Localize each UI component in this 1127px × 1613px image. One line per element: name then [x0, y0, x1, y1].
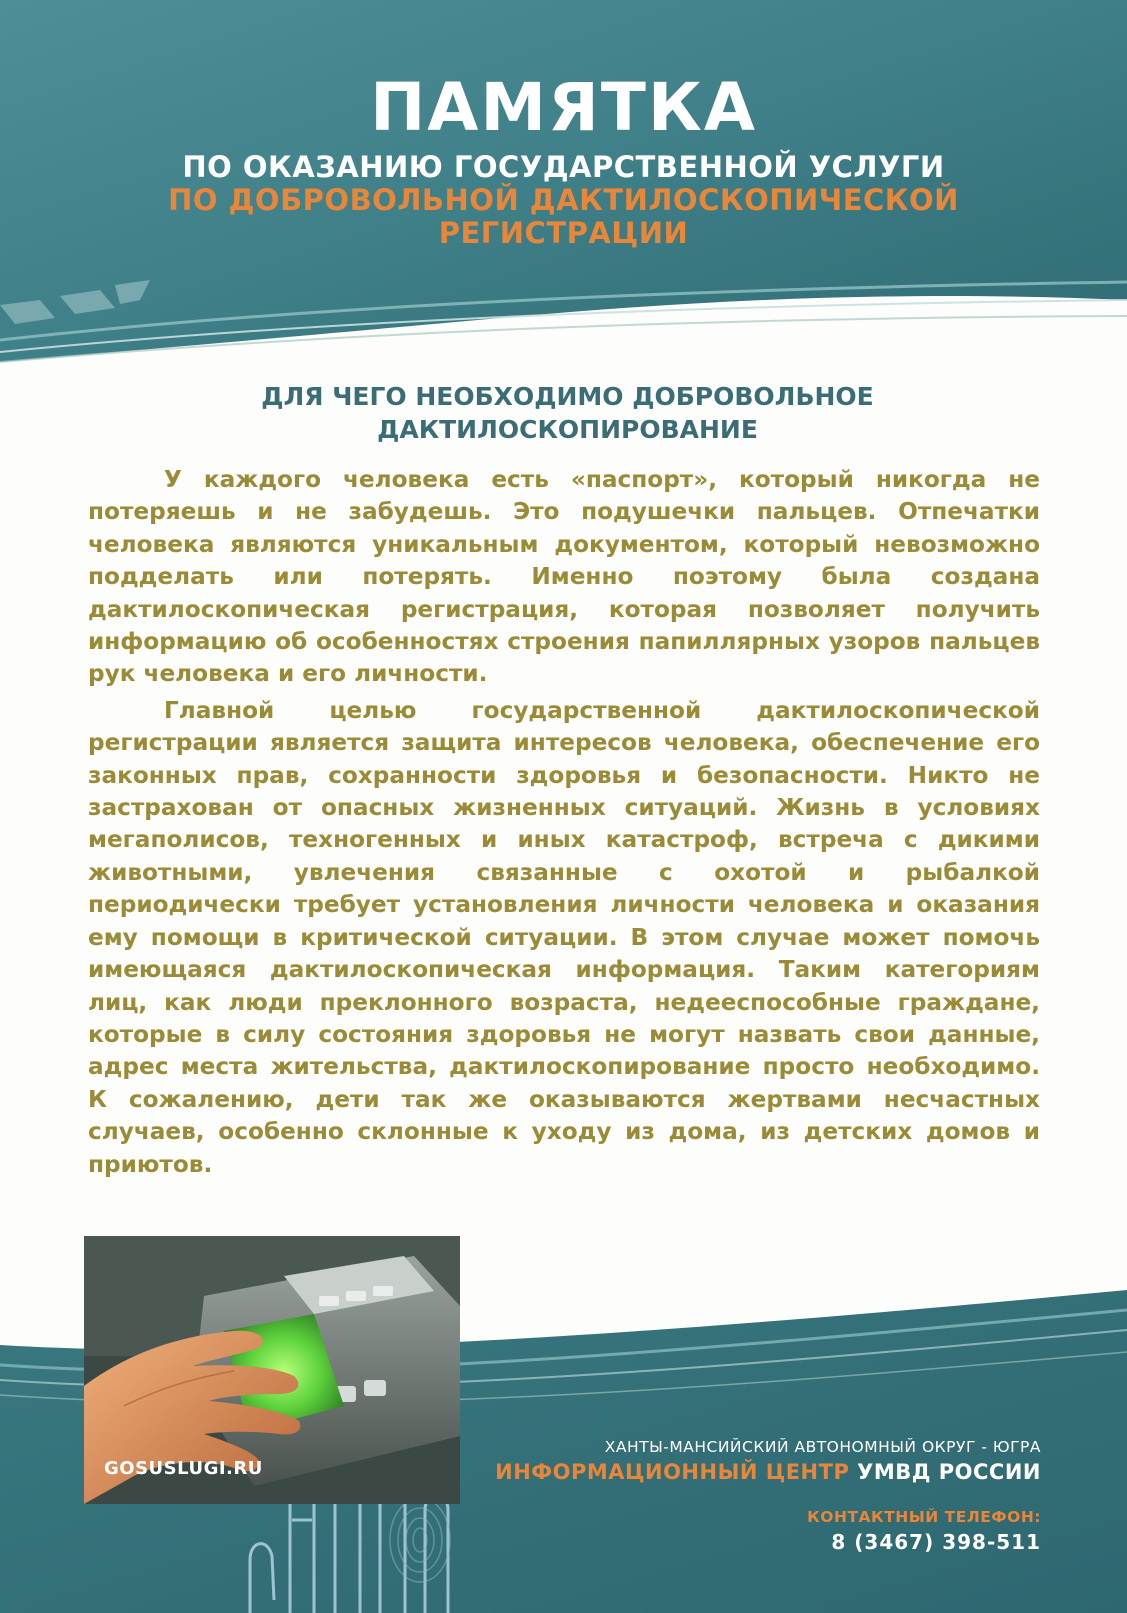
paragraph-1: У каждого человека есть «паспорт», который никогда не потеряешь и не забудешь. Это подушечки пальцев. Отпечатки человека являются уникальным документом, который невозможно подделать или потерять. Именно поэтому была создана дактилоскопическая регистрация, которая позволяет получить информацию об особенностях строения папиллярных узоров пальцев рук человека и его личности.	[88, 466, 1040, 688]
section-title-line2: ДАКТИЛОСКОПИРОВАНИЕ	[377, 415, 758, 444]
paragraph-2: Главной целью государственной дактилоскопической регистрации является защита интересов человека, обеспечение его законных прав, сохранности здоровья и безопасности. Никто не застрахован от опасных жизненных ситуаций. Жизнь в условиях мегаполисов, техногенных и иных катастроф, встреча с дикими животными, увлечения связанные с охотой и рыбалкой периодически требует установления личности человека и оказания ему помощи в критической ситуации. В этом случае может помочь имеющаяся дактилоскопическая информация. Таким категориям лиц, как люди преклонного возраста, недееспособные граждане, которые в силу состояния здоровья не могут назвать свои данные, адрес места жительства, дактилоскопирование просто необходимо. К сожалению, дети так же оказываются жертвами несчастных случаев, особенно склонные к уходу из дома, из детских домов и приютов.	[88, 696, 1040, 1178]
footer-region: ХАНТЫ-МАНСИЙСКИЙ АВТОНОМНЫЙ ОКРУГ - ЮГРА	[604, 1438, 1041, 1456]
footer-info-center	[421, 1460, 1041, 1484]
gosuslugi-label: GOSUSLUGI.RU	[104, 1458, 263, 1479]
page-subtitle: ПО ОКАЗАНИЮ ГОСУДАРСТВЕННОЙ УСЛУГИ	[182, 150, 945, 184]
page-title: ПАМЯТКА	[370, 69, 757, 146]
section-title-line1: ДЛЯ ЧЕГО НЕОБХОДИМО ДОБРОВОЛЬНОЕ	[261, 382, 874, 411]
header	[0, 70, 1127, 250]
page-subtitle-accent-line1: ПО ДОБРОВОЛЬНОЙ ДАКТИЛОСКОПИЧЕСКОЙ	[168, 183, 959, 217]
contact-phone[interactable]: 8 (3467) 398-511	[831, 1530, 1041, 1554]
footer-center-accent: ИНФОРМАЦИОННЫЙ ЦЕНТР	[495, 1460, 850, 1484]
section-title	[140, 380, 995, 446]
body-text	[88, 464, 1040, 1185]
contact-label: КОНТАКТНЫЙ ТЕЛЕФОН:	[807, 1508, 1041, 1526]
page-subtitle-accent-line2: РЕГИСТРАЦИИ	[438, 216, 689, 250]
footer-center-main: УМВД РОССИИ	[857, 1460, 1041, 1484]
fingerprint-scanner-photo	[84, 1236, 460, 1504]
